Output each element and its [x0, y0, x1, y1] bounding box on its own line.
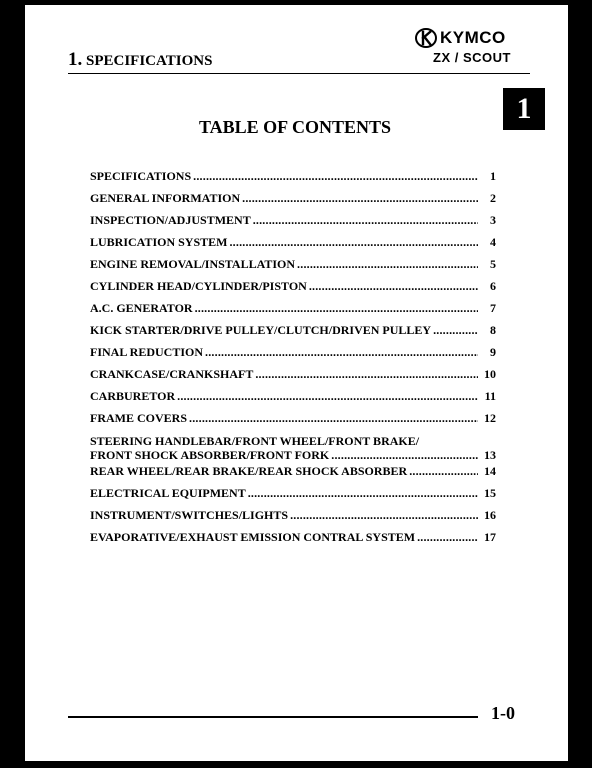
- toc-entry[interactable]: [90, 213, 496, 227]
- toc-entry[interactable]: [90, 169, 496, 183]
- toc-entry[interactable]: [90, 279, 496, 293]
- section-name: SPECIFICATIONS: [86, 53, 213, 69]
- toc-entry-page: 16: [484, 508, 496, 522]
- toc-entry-page: 3: [490, 213, 496, 227]
- toc-entry-page: 13: [484, 448, 496, 462]
- toc-entry-label: A.C. GENERATOR: [90, 301, 193, 315]
- toc-entry-page: 5: [490, 257, 496, 271]
- toc-entry[interactable]: [90, 301, 496, 315]
- toc-entry-line: [90, 235, 496, 249]
- toc-entry[interactable]: [90, 367, 496, 381]
- toc-leader-dots: [242, 191, 478, 205]
- toc-entry[interactable]: [90, 530, 496, 544]
- toc-entry[interactable]: [90, 411, 496, 425]
- toc-entry-line: [90, 389, 496, 403]
- toc-entry-page: 14: [484, 464, 496, 478]
- toc-leader-dots: [205, 345, 478, 359]
- toc-entry-line: [90, 448, 496, 462]
- toc-entry-label: FINAL REDUCTION: [90, 345, 204, 359]
- toc-leader-dots: [409, 464, 478, 478]
- toc-entry-page: 12: [484, 411, 496, 425]
- toc-entry-line: [90, 411, 496, 425]
- toc-leader-dots: [248, 486, 478, 500]
- toc-leader-dots: [297, 257, 478, 271]
- section-title: [68, 49, 212, 71]
- brand: [415, 27, 535, 49]
- document-page: [25, 5, 568, 761]
- toc-entry-line: [90, 464, 496, 478]
- toc-entry-label: REAR WHEEL/REAR BRAKE/REAR SHOCK ABSORBER: [90, 464, 408, 478]
- toc-entry-page: 15: [484, 486, 496, 500]
- toc-entry[interactable]: [90, 235, 496, 249]
- toc-entry-line: [90, 508, 496, 522]
- toc-leader-dots: [433, 323, 478, 337]
- toc-entry-label: FRONT SHOCK ABSORBER/FRONT FORK: [90, 448, 330, 462]
- toc-entry-label: ENGINE REMOVAL/INSTALLATION: [90, 257, 296, 271]
- toc-heading: TABLE OF CONTENTS: [198, 117, 392, 137]
- footer-rule: [68, 716, 478, 718]
- toc-entry-line: [90, 169, 496, 183]
- toc-entry-line: [90, 367, 496, 381]
- toc-entry-page: 10: [484, 367, 496, 381]
- footer-page-number: 1-0: [491, 703, 515, 723]
- toc-entry-page: 4: [490, 235, 496, 249]
- toc-leader-dots: [193, 169, 478, 183]
- toc-entry-line: [90, 323, 496, 337]
- toc-entry-page: 6: [490, 279, 496, 293]
- toc-entry-label: SPECIFICATIONS: [90, 169, 192, 183]
- toc-entry-label: CYLINDER HEAD/CYLINDER/PISTON: [90, 279, 307, 293]
- toc-leader-dots: [189, 411, 478, 425]
- toc-leader-dots: [229, 235, 478, 249]
- toc-entry[interactable]: [90, 508, 496, 522]
- toc-entry-page: 1: [490, 169, 496, 183]
- chapter-tab: 1: [503, 88, 545, 130]
- toc-entry[interactable]: [90, 345, 496, 359]
- toc-entry-line: [90, 257, 496, 271]
- toc-entry[interactable]: [90, 257, 496, 271]
- toc-entry-page: 11: [484, 389, 496, 403]
- toc-entry-label-line1: STEERING HANDLEBAR/FRONT WHEEL/FRONT BRAKE/: [90, 434, 420, 448]
- toc-entry-label: GENERAL INFORMATION: [90, 191, 241, 205]
- toc-entry-label: CRANKCASE/CRANKSHAFT: [90, 367, 254, 381]
- toc-entry-page: 17: [484, 530, 496, 544]
- toc-leader-dots: [255, 367, 478, 381]
- toc-leader-dots: [177, 389, 478, 403]
- model-name: ZX / SCOUT: [433, 50, 511, 65]
- toc-leader-dots: [331, 448, 478, 462]
- toc-entry-label: FRAME COVERS: [90, 411, 188, 425]
- kymco-logo-icon: [415, 27, 437, 49]
- toc-entry-page: 8: [490, 323, 496, 337]
- toc-entry[interactable]: [90, 191, 496, 205]
- toc-entry-line: [90, 191, 496, 205]
- toc-leader-dots: [417, 530, 478, 544]
- toc-entry-page: 2: [490, 191, 496, 205]
- brand-name: KYMCO: [440, 28, 506, 47]
- toc-entry[interactable]: [90, 389, 496, 403]
- toc-entry-line: [90, 345, 496, 359]
- toc-entry[interactable]: [90, 434, 496, 462]
- toc-entry-label: INSTRUMENT/SWITCHES/LIGHTS: [90, 508, 289, 522]
- toc-entry[interactable]: [90, 323, 496, 337]
- toc-leader-dots: [309, 279, 478, 293]
- toc-entry-label: CARBURETOR: [90, 389, 176, 403]
- toc-entry-line: [90, 279, 496, 293]
- section-number: 1.: [68, 49, 83, 70]
- toc-entry-label: INSPECTION/ADJUSTMENT: [90, 213, 251, 227]
- toc-entry-label: ELECTRICAL EQUIPMENT: [90, 486, 246, 500]
- toc-entry-label: KICK STARTER/DRIVE PULLEY/CLUTCH/DRIVEN PULLEY: [90, 323, 432, 337]
- toc-leader-dots: [290, 508, 478, 522]
- toc-leader-dots: [195, 301, 478, 315]
- toc-leader-dots: [253, 213, 478, 227]
- toc-entry-page: 7: [490, 301, 496, 315]
- toc-entry[interactable]: [90, 464, 496, 478]
- toc-entry-page: 9: [490, 345, 496, 359]
- toc-entry-label: LUBRICATION SYSTEM: [90, 235, 228, 249]
- toc-entry-label: EVAPORATIVE/EXHAUST EMISSION CONTRAL SYSTEM: [90, 530, 416, 544]
- toc-entry-line: [90, 301, 496, 315]
- toc-entry-line: [90, 530, 496, 544]
- toc-entry-line: [90, 486, 496, 500]
- header-rule: [68, 73, 530, 74]
- toc-entry-line: [90, 213, 496, 227]
- toc-entry[interactable]: [90, 486, 496, 500]
